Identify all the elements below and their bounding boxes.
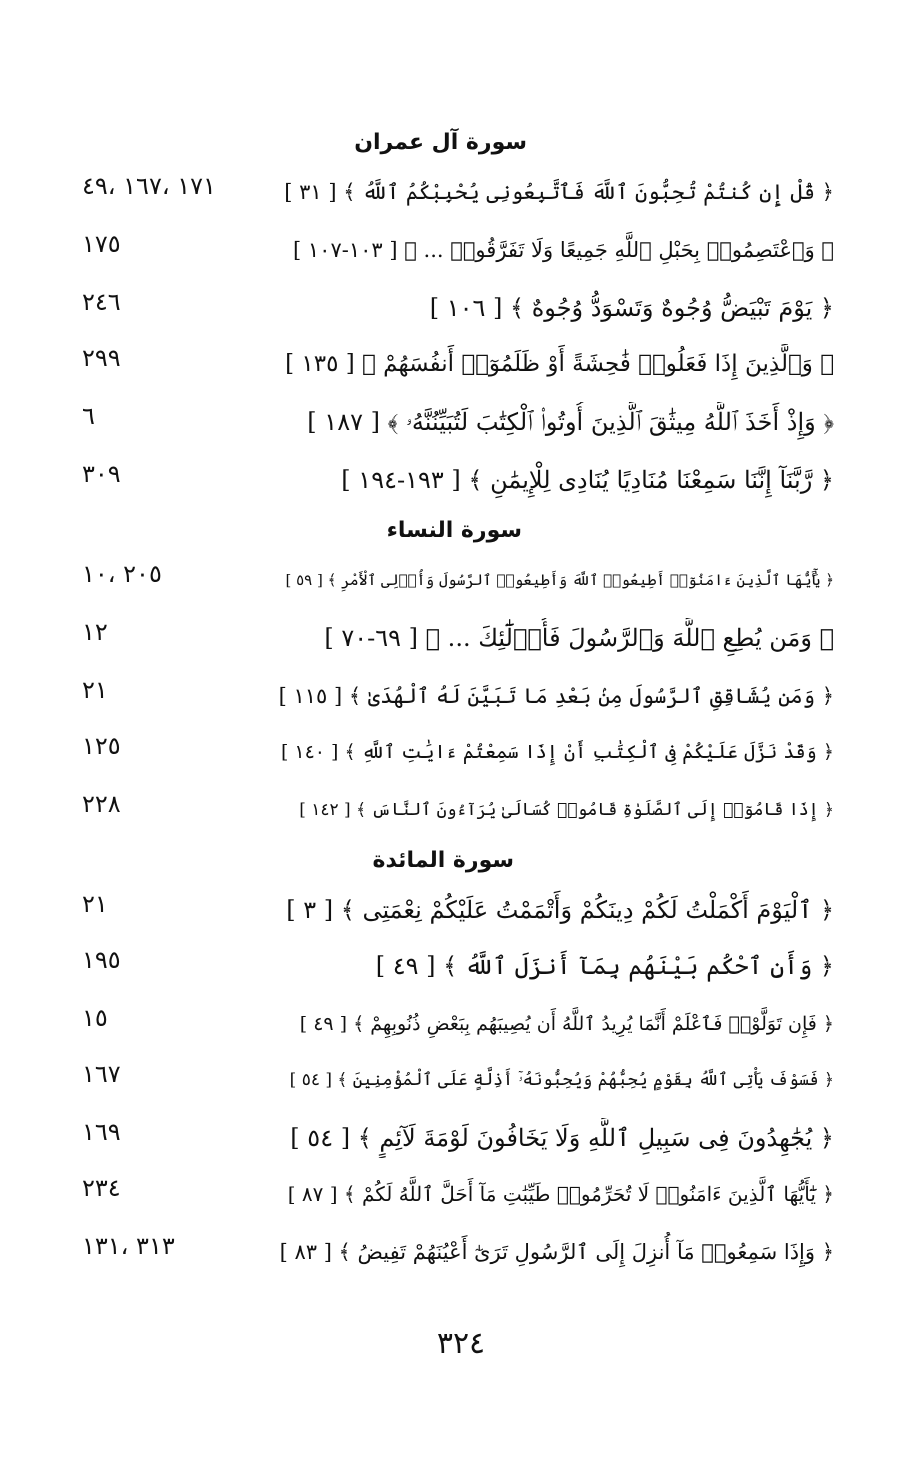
page-references: ٢٢٨ <box>82 790 121 818</box>
page-references: ١٦٧ <box>82 1060 121 1088</box>
verse-text: ﴿ وَمَن يُشَاقِقِ ٱلرَّسُولَ مِنۢ بَعْدِ مَا تَبَيَّنَ لَهُ ٱلْهُدَىٰ ﴾ [ ١١٥ ] <box>278 684 834 708</box>
verse-text: ﴿ وَٱعْتَصِمُوا۟ بِحَبْلِ ٱللَّهِ جَمِيعًا وَلَا تَفَرَّقُوا۟ ... ﴾ [ ١٠٣-١٠٧ ] <box>293 238 834 262</box>
page-references: ٣١٣ ،١٣١ <box>82 1232 175 1260</box>
index-entry <box>0 618 922 658</box>
index-entry <box>0 1232 922 1272</box>
page-references: ١٩٥ <box>82 946 121 974</box>
verse-text: ﴿ وَٱلَّذِينَ إِذَا فَعَلُوا۟ فَٰحِشَةً أَوْ ظَلَمُوٓا۟ أَنفُسَهُمْ ﴾ [ ١٣٥ ] <box>285 351 834 377</box>
index-entry <box>0 676 922 716</box>
verse-text: ﴿ يَٰٓأَيُّهَا ٱلَّذِينَ ءَامَنُوٓا۟ أَطِيعُوا۟ ٱللَّهَ وَأَطِيعُوا۟ ٱلرَّسُولَ وَأُو۟لِى ٱلْأَمْرِ ﴾ [ ٥٩ ] <box>285 571 834 589</box>
index-entry <box>0 1060 922 1100</box>
index-entry <box>0 460 922 500</box>
page-references: ٢٣٤ <box>82 1174 121 1202</box>
page-references: ٢٤٦ <box>82 288 121 316</box>
page-references: ٢١ <box>82 890 108 918</box>
section-heading-al-maidah: سورة المائدة <box>372 848 514 873</box>
verse-text: ﴿ وَأَنِ ٱحْكُم بَيْنَهُم بِمَآ أَنزَلَ ٱللَّهُ ﴾ [ ٤٩ ] <box>375 952 834 980</box>
index-entry <box>0 288 922 328</box>
page-references: ١٧١ ،١٦٧ ،٤٩ <box>82 172 216 200</box>
index-entry <box>0 344 922 384</box>
verse-text: ﴿ وَقَدْ نَزَّلَ عَلَيْكُمْ فِى ٱلْكِتَٰبِ أَنْ إِذَا سَمِعْتُمْ ءَايَٰتِ ٱللَّهِ ﴾ [ ١٤٠ ] <box>280 741 834 763</box>
index-entry <box>0 732 922 772</box>
page-references: ١٧٥ <box>82 230 121 258</box>
index-entry <box>0 1118 922 1158</box>
section-heading-an-nisa: سورة النساء <box>386 518 522 543</box>
page-references: ١٢٥ <box>82 732 121 760</box>
index-entry <box>0 402 922 442</box>
verse-text: ﴿ فَسَوْفَ يَأْتِى ٱللَّهُ بِقَوْمٍ يُحِبُّهُمْ وَيُحِبُّونَهُۥٓ أَذِلَّةٍ عَلَى ٱلْمُؤْمِنِينَ ﴾ [ ٥٤ ] <box>289 1070 834 1090</box>
verse-text: ﴿ ٱلْيَوْمَ أَكْمَلْتُ لَكُمْ دِينَكُمْ وَأَتْمَمْتُ عَلَيْكُمْ نِعْمَتِى ﴾ [ ٣ ] <box>286 896 834 924</box>
index-entry <box>0 1004 922 1044</box>
page-references: ١٦٩ <box>82 1118 121 1146</box>
index-entry <box>0 790 922 830</box>
page-number: ٣٢٤ <box>436 1326 486 1361</box>
page-references: ٦ <box>82 402 95 430</box>
verse-text: ﴿ يَٰٓأَيُّهَا ٱلَّذِينَ ءَامَنُوا۟ لَا تُحَرِّمُوا۟ طَيِّبَٰتِ مَآ أَحَلَّ ٱللَّهُ لَكُمْ ﴾ [ ٨٧ ] <box>287 1182 834 1206</box>
verse-text: ﴿ يَوْمَ تَبْيَضُّ وُجُوهٌ وَتَسْوَدُّ وُجُوهٌ ﴾ [ ١٠٦ ] <box>429 294 834 322</box>
page-references: ٢٩٩ <box>82 344 121 372</box>
index-entry <box>0 560 922 600</box>
page-references: ١٥ <box>82 1004 108 1032</box>
verse-text: ﴿ وَإِذْ أَخَذَ ٱللَّهُ مِيثَٰقَ ٱلَّذِينَ أُوتُوا۟ ٱلْكِتَٰبَ لَتُبَيِّنُنَّهُۥ ﴾ [ ١٨٧ ] <box>307 408 834 436</box>
page-references: ٣٠٩ <box>82 460 121 488</box>
index-entry <box>0 172 922 212</box>
page-references: ٢١ <box>82 676 108 704</box>
index-entry <box>0 890 922 930</box>
verse-text: ﴿ وَمَن يُطِعِ ٱللَّهَ وَٱلرَّسُولَ فَأُو۟لَٰٓئِكَ ... ﴾ [ ٦٩-٧٠ ] <box>324 624 834 652</box>
index-entry <box>0 946 922 986</box>
page-references: ١٢ <box>82 618 108 646</box>
verse-text: ﴿ قُلْ إِن كُنتُمْ تُحِبُّونَ ٱللَّهَ فَٱتَّبِعُونِى يُحْبِبْكُمُ ٱللَّهُ ﴾ [ ٣١ ] <box>284 180 834 204</box>
page-references: ٢٠٥ ،١٠ <box>82 560 162 588</box>
section-heading-al-imran: سورة آل عمران <box>354 130 527 155</box>
verse-text: ﴿ فَإِن تَوَلَّوْا۟ فَٱعْلَمْ أَنَّمَا يُرِيدُ ٱللَّهُ أَن يُصِيبَهُم بِبَعْضِ ذُنُوبِهِمْ ﴾ [ ٤٩ ] <box>299 1013 834 1035</box>
verse-text: ﴿ إِذَا قَامُوٓا۟ إِلَى ٱلصَّلَوٰةِ قَامُوا۟ كُسَالَىٰ يُرَآءُونَ ٱلنَّاسَ ﴾ [ ١٤٢ ] <box>299 800 834 820</box>
verse-text: ﴿ رَّبَّنَآ إِنَّنَا سَمِعْنَا مُنَادِيًا يُنَادِى لِلْإِيمَٰنِ ﴾ [ ١٩٣-١٩٤ ] <box>341 466 834 494</box>
verse-text: ﴿ يُجَٰهِدُونَ فِى سَبِيلِ ٱللَّهِ وَلَا يَخَافُونَ لَوْمَةَ لَآئِمٍ ﴾ [ ٥٤ ] <box>290 1124 834 1152</box>
index-entry <box>0 1174 922 1214</box>
index-entry <box>0 230 922 270</box>
verse-text: ﴿ وَإِذَا سَمِعُوا۟ مَآ أُنزِلَ إِلَى ٱلرَّسُولِ تَرَىٰٓ أَعْيُنَهُمْ تَفِيضُ ﴾ [ ٨٣ ] <box>279 1240 834 1264</box>
